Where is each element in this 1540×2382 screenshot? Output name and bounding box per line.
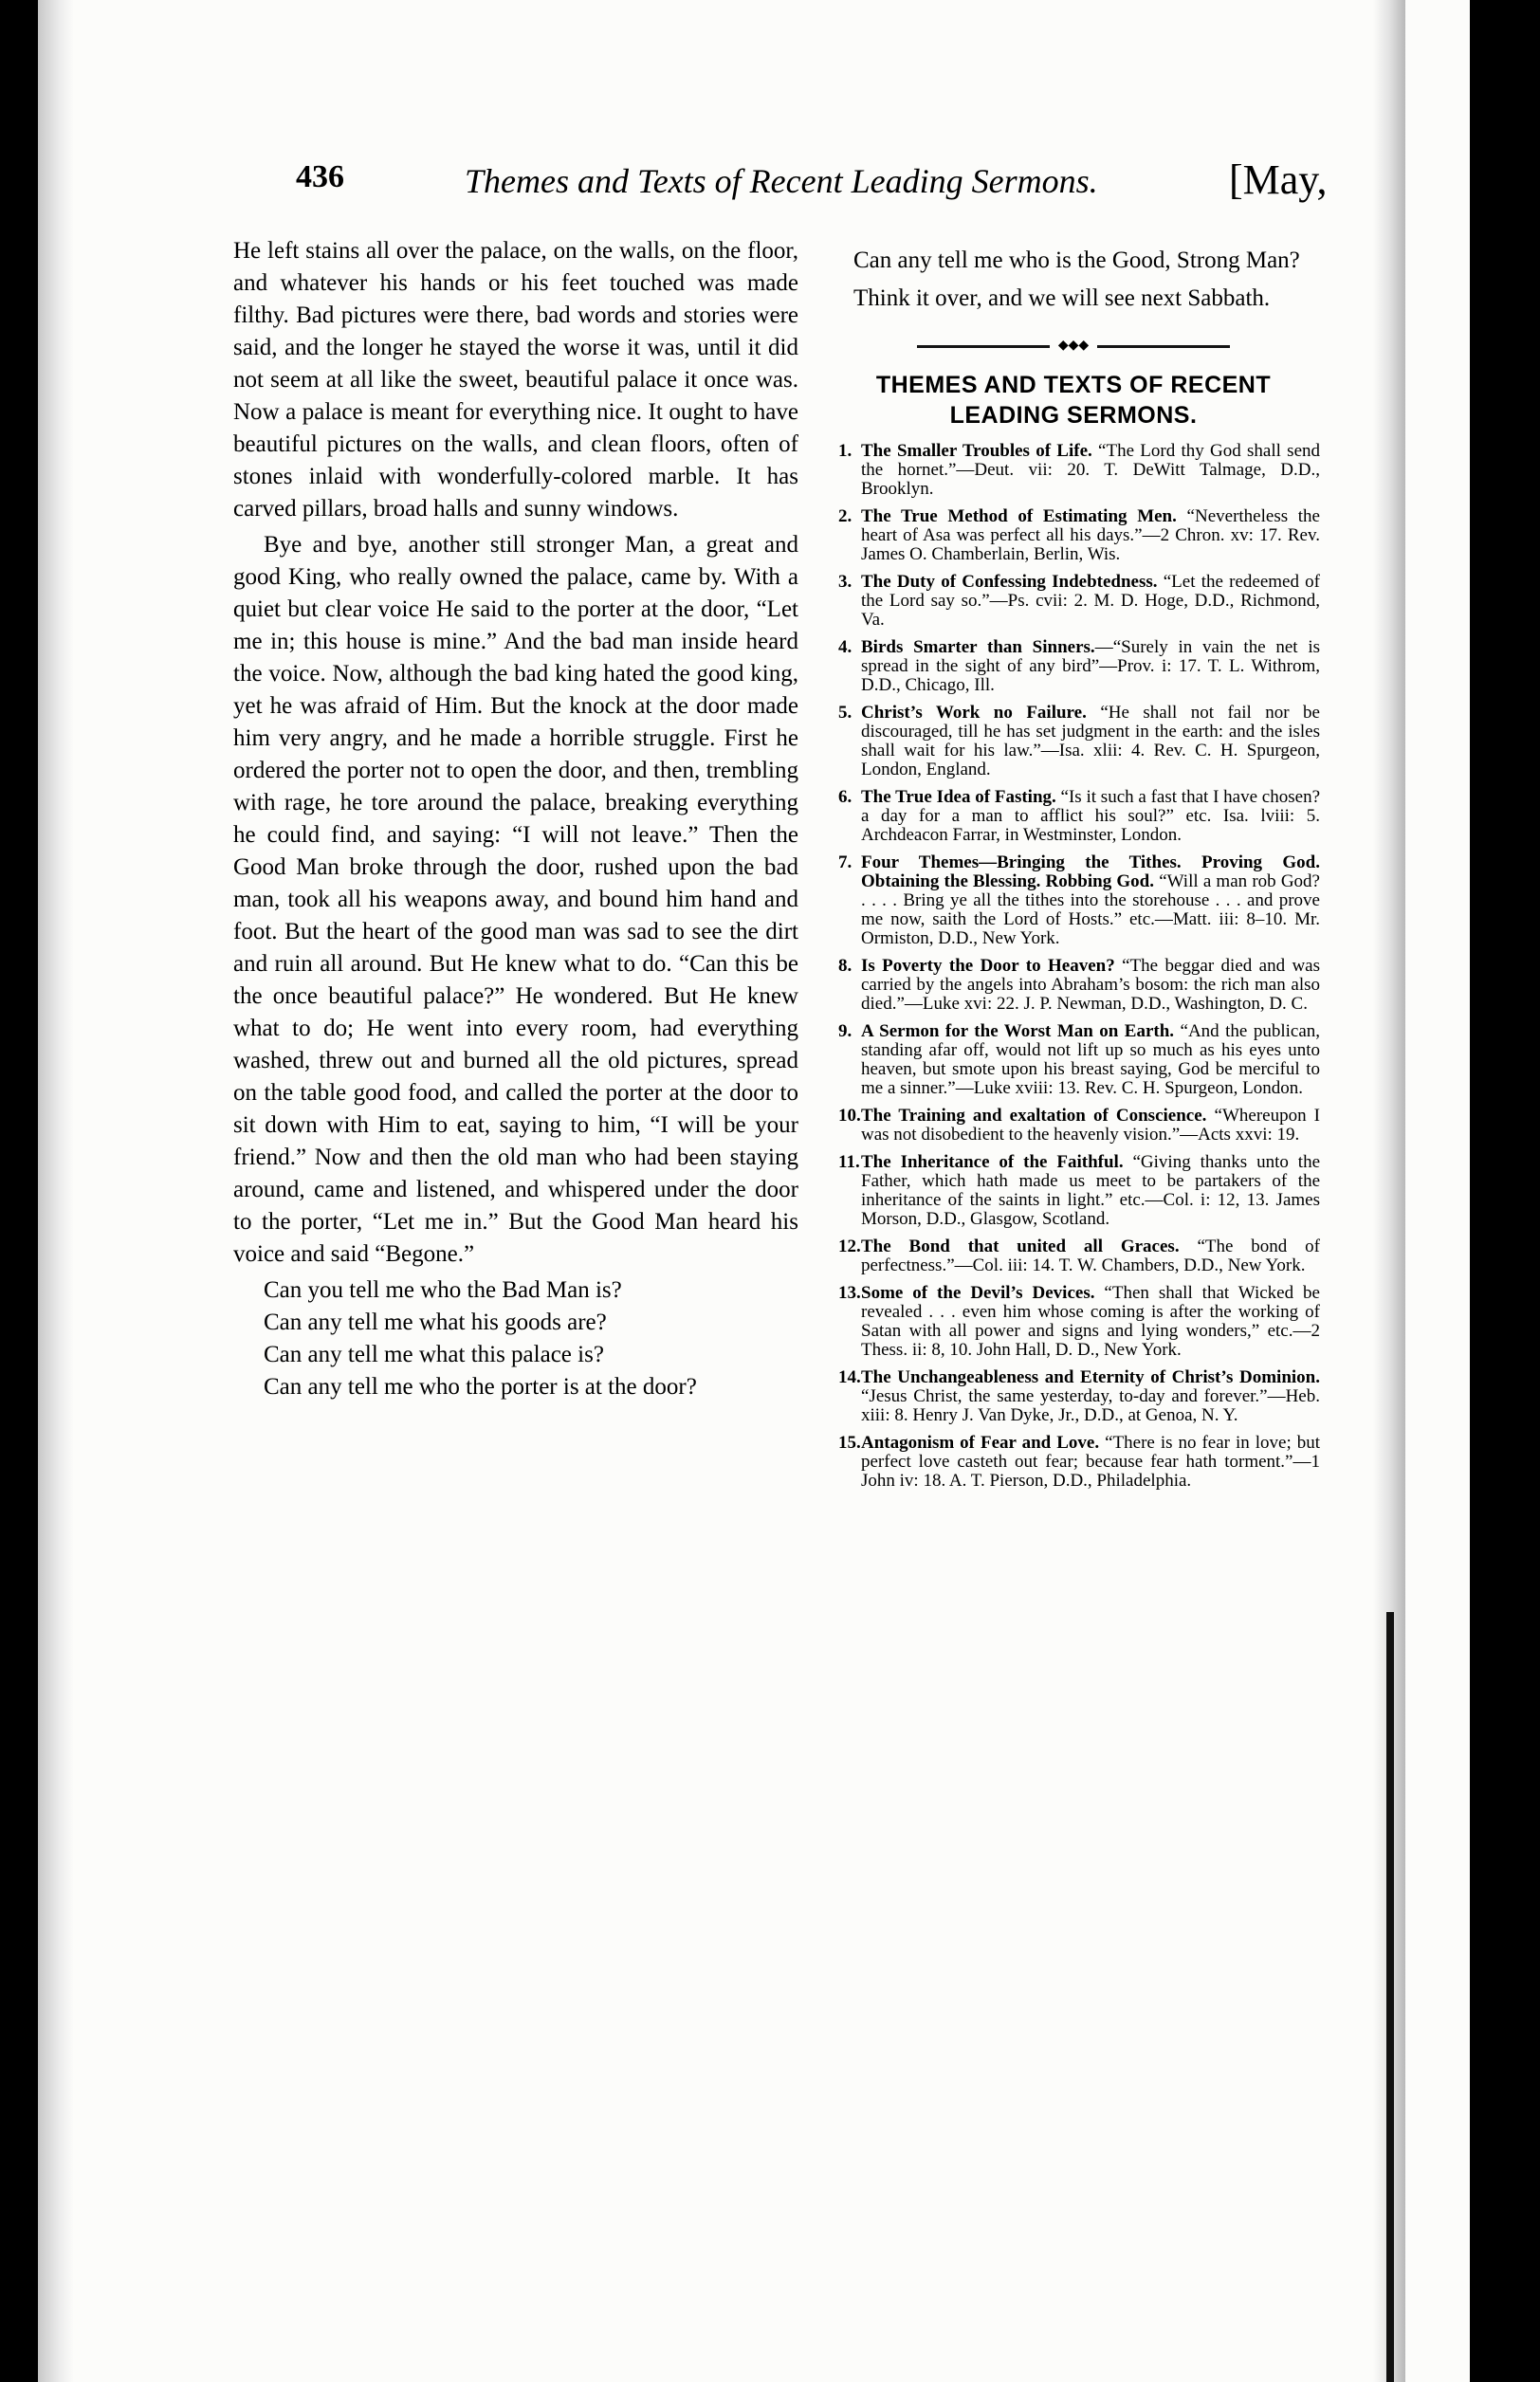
- right-column: [827, 245, 1320, 2141]
- sermon-title: Christ’s Work no Failure.: [861, 703, 1087, 723]
- sermon-entry: [827, 1022, 1320, 1098]
- sermon-number: 13.: [838, 1283, 861, 1303]
- sermon-text: “Whereupon I was not disobedient to the heavenly vision.”—Acts xxvi: 19.: [861, 1106, 1321, 1145]
- sermon-title: The Training and exaltation of Conscience.: [861, 1106, 1207, 1126]
- sermon-number: 1.: [838, 441, 852, 461]
- sermon-text: “Let the redeemed of the Lord say so.”—Ps. cvii: 2. M. D. Hoge, D.D., Richmond, Va.: [861, 572, 1320, 630]
- sermon-text: “Is it such a fast that I have chosen? a day for a man to afflict his soul?” etc. Isa. lviii: 5. Archdeacon Farrar, in Westminster, London.: [861, 787, 1321, 845]
- sermon-number: 14.: [838, 1367, 861, 1387]
- question-line: Can you tell me who the Bad Man is?: [264, 1277, 622, 1303]
- sermon-entry: [827, 957, 1320, 1014]
- section-divider: [917, 339, 1230, 353]
- sermon-text: “The beggar died and was carried by the angels into Abraham’s bosom: the rich man also died.”—Luke xvi: 22. J. P. Newman, D.D., Washington, D. C.: [861, 956, 1321, 1014]
- running-header: [284, 156, 1337, 216]
- sermon-text: “Giving thanks unto the Father, which hath made us meet to be partakers of the inheritance of the saints in light.” etc.—Col. i: 12, 13. James Morson, D.D., Glasgow, Scotland.: [861, 1152, 1320, 1229]
- sermon-number: 4.: [838, 637, 852, 657]
- sermon-text: —“Surely in vain the net is spread in the sight of any bird”—Prov. i: 17. T. L. Withrom, D.D., Chicago, Ill.: [861, 637, 1320, 695]
- sermon-title: A Sermon for the Worst Man on Earth.: [861, 1021, 1175, 1041]
- sermon-text: “There is no fear in love; but perfect love casteth out fear; because fear hath torment.”—1 John iv: 18. A. T. Pierson, D.D., Philadelphia.: [861, 1433, 1320, 1491]
- closing-line: Think it over, and we will see next Sabbath.: [853, 285, 1271, 311]
- sermon-title: Birds Smarter than Sinners.: [861, 637, 1095, 657]
- sermon-title: The True Method of Estimating Men.: [861, 506, 1177, 526]
- sermon-entry: [827, 1237, 1320, 1275]
- sermon-entry: [827, 788, 1320, 845]
- sermon-title: Some of the Devil’s Devices.: [861, 1283, 1095, 1303]
- sermon-entry: [827, 1284, 1320, 1360]
- sermon-entry: [827, 507, 1320, 564]
- sermon-title: The Duty of Confessing Indebtedness.: [861, 572, 1158, 592]
- closing-question: Can any tell me who is the Good, Strong Man?: [853, 247, 1300, 273]
- page-gutter-shadow: [38, 0, 74, 2382]
- divider-ornament-icon: ◆◆◆: [1057, 339, 1090, 353]
- sermon-text: “Will a man rob God? . . . . Bring ye all the tithes into the storehouse . . . and prove me now, saith the Lord of Hosts.” etc.—Matt. iii: 8–10. Mr. Ormiston, D.D., New York.: [861, 871, 1320, 948]
- page-edge-line: [1386, 1612, 1394, 2382]
- left-column: [233, 235, 798, 2113]
- sermon-text: “Jesus Christ, the same yesterday, to-day and forever.”—Heb. xiii: 8. Henry J. Van Dyke, Jr., D.D., at Genoa, N. Y.: [861, 1386, 1320, 1425]
- sermon-text: “The bond of perfectness.”—Col. iii: 14. T. W. Chambers, D.D., New York.: [861, 1237, 1320, 1275]
- sermon-entry: [827, 1107, 1320, 1145]
- sermon-text: “Then shall that Wicked be revealed . . . even him whose coming is after the working of Satan with all power and signs and lying wonders,” etc.—2 Thess. ii: 8, 10. John Hall, D. D., New York.: [861, 1283, 1320, 1360]
- sermon-number: 2.: [838, 506, 852, 526]
- sermon-number: 12.: [838, 1237, 861, 1256]
- sermon-entry: [827, 1434, 1320, 1491]
- sermon-number: 8.: [838, 956, 852, 976]
- page-number: 436: [296, 159, 344, 194]
- sermon-title: Four Themes—Bringing the Tithes. Proving God. Obtaining the Blessing. Robbing God.: [861, 852, 1320, 891]
- sermon-number: 10.: [838, 1106, 861, 1126]
- question-line: Can any tell me what this palace is?: [264, 1342, 604, 1367]
- sermon-title: The True Idea of Fasting.: [861, 787, 1056, 807]
- question-line: Can any tell me what his goods are?: [264, 1310, 607, 1335]
- sermon-title: Antagonism of Fear and Love.: [861, 1433, 1100, 1453]
- sermon-number: 5.: [838, 703, 852, 723]
- sermon-number: 15.: [838, 1433, 861, 1453]
- sermon-list: [827, 442, 1320, 1491]
- sermon-text: “Nevertheless the heart of Asa was perfect all his days.”—2 Chron. xv: 17. Rev. James O. Chamberlain, Berlin, Wis.: [861, 506, 1320, 564]
- sermon-title: The Unchangeableness and Eternity of Christ’s Dominion.: [861, 1367, 1320, 1387]
- sermon-entry: [827, 573, 1320, 630]
- sermon-entry: [827, 442, 1320, 499]
- divider-rule: [1097, 345, 1230, 348]
- sermon-number: 6.: [838, 787, 852, 807]
- sermon-entry: [827, 853, 1320, 948]
- sermon-number: 9.: [838, 1021, 852, 1041]
- sermon-entry: [827, 1368, 1320, 1425]
- story-paragraph: He left stains all over the palace, on the walls, on the floor, and whatever his hands or his feet touched was made filthy. Bad pictures were there, bad words and stories were said, and the longer he stayed the worse it was, until it did not seem at all like the sweet, beautiful palace it once was. Now a palace is meant for everything nice. It ought to have beautiful pictures on the walls, and clean floors, often of stones inlaid with wonderfully-colored marble. It has carved pillars, broad halls and sunny windows.: [233, 238, 798, 522]
- sermon-entry: [827, 1153, 1320, 1229]
- sermon-title: Is Poverty the Door to Heaven?: [861, 956, 1115, 976]
- divider-rule: [917, 345, 1050, 348]
- sermon-title: The Smaller Troubles of Life.: [861, 441, 1092, 461]
- running-title: Themes and Texts of Recent Leading Sermons.: [465, 162, 1098, 200]
- sermon-number: 7.: [838, 852, 852, 872]
- sermon-title: The Bond that united all Graces.: [861, 1237, 1180, 1256]
- sermon-number: 3.: [838, 572, 852, 592]
- sermon-entry: [827, 638, 1320, 695]
- story-paragraph: Bye and bye, another still stronger Man, a great and good King, who really owned the palace, came by. With a quiet but clear voice He said to the porter at the door, “Let me in; this house is mine.” And the bad man inside heard the voice. Now, although the bad king hated the good king, yet he was afraid of Him. But the knock at the door made him very angry, and he made a horrible struggle. First he ordered the porter not to open the door, and then, trembling with rage, he tore around the palace, breaking everything he could find, and saying: “I will not leave.” Then the Good Man broke through the door, rushed upon the bad man, took all his weapons away, and bound him hand and foot. But the heart of the good man was sad to see the dirt and ruin all around. But He knew what to do. “Can this be the once beautiful palace?” He wondered. But He knew what to do; He went into every room, had everything washed, threw out and burned all the old pictures, spread on the table good food, and called the porter at the door to sit down with Him to eat, saying to him, “I will be your friend.” Now and then the old man who had been staying around, came and listened, and whispered under the door to the porter, “Let me in.” But the Good Man heard his voice and said “Begone.”: [233, 532, 798, 1267]
- sermon-text: “The Lord thy God shall send the hornet.”—Deut. vii: 20. T. DeWitt Talmage, D.D., Brooklyn.: [861, 441, 1321, 499]
- running-month: [May,: [1229, 156, 1328, 203]
- question-line: Can any tell me who the porter is at the door?: [264, 1374, 697, 1400]
- sermon-number: 11.: [838, 1152, 860, 1172]
- sermon-text: “And the publican, standing afar off, would not lift up so much as his eyes unto heaven, but smote upon his breast saying, God be merciful to me a sinner.”—Luke xviii: 13. Rev. C. H. Spurgeon, London.: [861, 1021, 1320, 1098]
- section-heading: THEMES AND TEXTS OF RECENT LEADING SERMONS.: [875, 372, 1272, 429]
- sermon-title: The Inheritance of the Faithful.: [861, 1152, 1124, 1172]
- sermon-text: “He shall not fail nor be discouraged, till he has set judgment in the earth: and the isles shall wait for his law.”—Isa. xlii: 4. Rev. C. H. Spurgeon, London, England.: [861, 703, 1320, 779]
- sermon-entry: [827, 704, 1320, 779]
